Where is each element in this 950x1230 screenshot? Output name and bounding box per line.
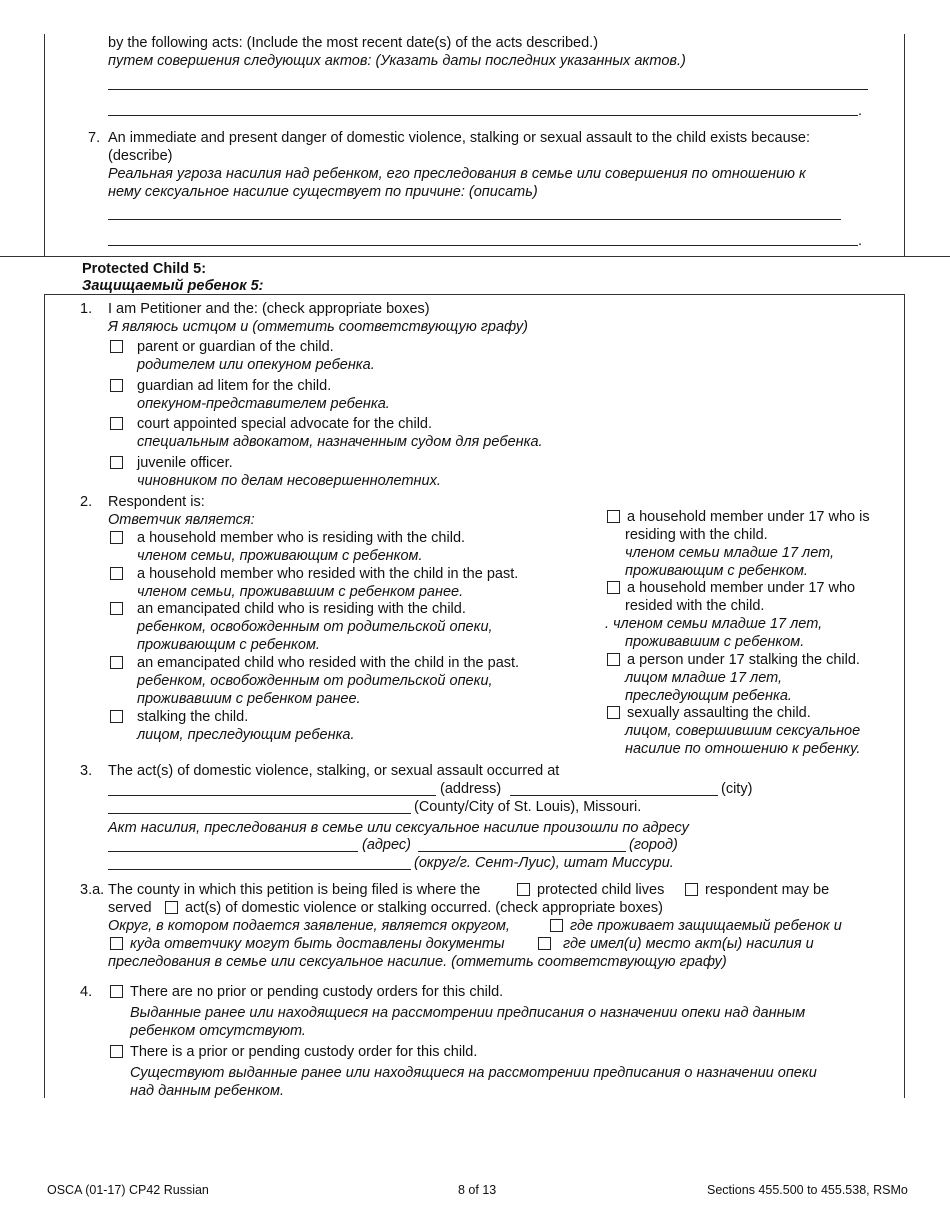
q4-pending-order-label-ru-2: над данным ребенком. <box>130 1083 284 1099</box>
q4-no-orders-label-ru: Выданные ранее или находящиеся на рассмотрении предписания о назначении опеки над данным <box>130 1005 806 1021</box>
footer-form-id: OSCA (01-17) CP42 Russian <box>47 1183 209 1197</box>
q3-address-label: (address) <box>440 781 502 797</box>
acts-instruction-ru: путем совершения следующих актов: (Указать даты последних указанных актов.) <box>108 53 686 69</box>
q4-pending-order-checkbox[interactable] <box>110 1045 123 1058</box>
q2-under17-resided-label: a household member under 17 who <box>627 580 856 596</box>
q2-emancipated-residing-checkbox[interactable] <box>110 602 123 615</box>
q2-household-resided-checkbox[interactable] <box>110 567 123 580</box>
q2-stalking-checkbox[interactable] <box>110 710 123 723</box>
q3-address-field[interactable] <box>108 795 436 796</box>
q3a-number: 3.a. <box>80 882 105 898</box>
q1-juvenile-officer-label: juvenile officer. <box>137 455 233 471</box>
q3a-acts-occurred-label-ru: где имел(и) место акт(ы) насилия и <box>563 936 814 952</box>
q2-number: 2. <box>80 494 93 510</box>
item7-text: An immediate and present danger of domestic violence, stalking or sexual assault to the child exists because: <box>108 130 811 146</box>
q3-county-field-ru[interactable] <box>108 869 411 870</box>
q3-text-ru: Акт насилия, преследования в семье или сексуальное насилие произошли по адресу <box>108 820 689 836</box>
q4-no-orders-checkbox[interactable] <box>110 985 123 998</box>
q2-emancipated-residing-label: an emancipated child who is residing with the child. <box>137 601 466 617</box>
q2-emancipated-resided-label-ru-2: проживавшим с ребенком ранее. <box>137 691 361 707</box>
q3-address-field-ru[interactable] <box>108 851 358 852</box>
q1-parent-label-ru: родителем или опекуном ребенка. <box>137 357 375 373</box>
q3-county-label: (County/City of St. Louis), Missouri. <box>414 799 642 815</box>
section-title: Protected Child 5: <box>82 261 207 277</box>
q3a-text: The county in which this petition is being filed is where the <box>108 882 481 898</box>
item7-answer-line-2[interactable] <box>108 245 858 246</box>
q4-no-orders-label-ru-2: ребенком отсутствуют. <box>130 1023 306 1039</box>
q3a-respondent-served-label: respondent may be <box>705 882 830 898</box>
q2-under17-resided-label-ru-2: проживавшим с ребенком. <box>625 634 805 650</box>
q2-under17-resided-checkbox[interactable] <box>607 581 620 594</box>
q2-under17-residing-label: a household member under 17 who is <box>627 509 870 525</box>
q2-under17-stalking-label-ru-2: преследующим ребенка. <box>625 688 792 704</box>
q2-under17-resided-label-2: resided with the child. <box>625 598 765 614</box>
q2-under17-residing-label-ru: членом семьи младше 17 лет, <box>625 545 835 561</box>
q2-text-ru: Ответчик является: <box>108 512 255 528</box>
q2-sexual-assault-label: sexually assaulting the child. <box>627 705 811 721</box>
q2-household-residing-label: a household member who is residing with the child. <box>137 530 466 546</box>
q3a-acts-occurred-checkbox[interactable] <box>165 901 178 914</box>
q3a-child-lives-checkbox-ru[interactable] <box>550 919 563 932</box>
acts-line-period: . <box>858 103 863 119</box>
q1-guardian-ad-litem-label: guardian ad litem for the child. <box>137 378 332 394</box>
q3-number: 3. <box>80 763 93 779</box>
section-divider-top <box>0 256 950 257</box>
q3a-respondent-served-checkbox-ru[interactable] <box>110 937 123 950</box>
left-border-upper <box>44 34 45 256</box>
q3a-respondent-served-label-ru: куда ответчику могут быть доставлены документы <box>130 936 505 952</box>
q2-sexual-assault-checkbox[interactable] <box>607 706 620 719</box>
q2-emancipated-resided-label-ru: ребенком, освобожденным от родительской опеки, <box>137 673 493 689</box>
q1-guardian-ad-litem-checkbox[interactable] <box>110 379 123 392</box>
q2-under17-stalking-checkbox[interactable] <box>607 653 620 666</box>
q3a-text-ru-3: преследования в семье или сексуальное насилие. (отметить соответствующую графу) <box>108 954 727 970</box>
item7-line-period: . <box>858 233 863 249</box>
q1-number: 1. <box>80 301 93 317</box>
q1-special-advocate-label: court appointed special advocate for the child. <box>137 416 433 432</box>
q3a-served-word: served <box>108 900 152 916</box>
q2-under17-residing-checkbox[interactable] <box>607 510 620 523</box>
q2-emancipated-residing-label-ru-2: проживающим с ребенком. <box>137 637 320 653</box>
q1-parent-checkbox[interactable] <box>110 340 123 353</box>
q3a-child-lives-label: protected child lives <box>537 882 665 898</box>
q1-guardian-ad-litem-label-ru: опекуном-представителем ребенка. <box>137 396 390 412</box>
q3-city-field[interactable] <box>510 795 718 796</box>
q2-emancipated-resided-label: an emancipated child who resided with the child in the past. <box>137 655 520 671</box>
q2-text: Respondent is: <box>108 494 205 510</box>
q2-under17-residing-label-ru-2: проживающим с ребенком. <box>625 563 808 579</box>
q2-sexual-assault-label-ru-2: насилие по отношению к ребенку. <box>625 741 861 757</box>
q3-address-label-ru: (адрес) <box>362 837 411 853</box>
q3a-text-ru: Округ, в котором подается заявление, является округом, <box>108 918 510 934</box>
q2-household-resided-label: a household member who resided with the child in the past. <box>137 566 519 582</box>
right-border-lower <box>904 294 905 1098</box>
q3-county-label-ru: (округ/г. Сент-Луис), штат Миссури. <box>414 855 674 871</box>
q2-emancipated-residing-label-ru: ребенком, освобожденным от родительской опеки, <box>137 619 493 635</box>
acts-answer-line-1[interactable] <box>108 89 868 90</box>
item7-text-ru: Реальная угроза насилия над ребенком, его преследования в семье или совершения по отношению к <box>108 166 806 182</box>
q2-emancipated-resided-checkbox[interactable] <box>110 656 123 669</box>
footer-page-number: 8 of 13 <box>458 1183 497 1197</box>
q2-under17-resided-label-ru: . членом семьи младше 17 лет, <box>605 616 823 632</box>
q3-city-label: (city) <box>721 781 753 797</box>
item7-text-ru-2: нему сексуальное насилие существует по причине: (описать) <box>108 184 538 200</box>
q4-pending-order-label: There is a prior or pending custody order for this child. <box>130 1044 478 1060</box>
section-title-ru: Защищаемый ребенок 5: <box>82 278 264 294</box>
q1-text: I am Petitioner and the: (check appropriate boxes) <box>108 301 430 317</box>
footer-sections: Sections 455.500 to 455.538, RSMo <box>707 1183 908 1197</box>
right-border-upper <box>904 34 905 256</box>
q2-household-resided-label-ru: членом семьи, проживавшим с ребенком ранее. <box>137 584 464 600</box>
q3-text: The act(s) of domestic violence, stalking, or sexual assault occurred at <box>108 763 560 779</box>
q3a-respondent-served-checkbox[interactable] <box>685 883 698 896</box>
item7-number: 7. <box>88 130 101 146</box>
q1-special-advocate-label-ru: специальным адвокатом, назначенным судом для ребенка. <box>137 434 543 450</box>
q3-county-field[interactable] <box>108 813 411 814</box>
acts-answer-line-2[interactable] <box>108 115 858 116</box>
q3a-acts-occurred-label: act(s) of domestic violence or stalking occurred. (check appropriate boxes) <box>185 900 663 916</box>
q2-sexual-assault-label-ru: лицом, совершившим сексуальное <box>625 723 861 739</box>
q3a-child-lives-checkbox[interactable] <box>517 883 530 896</box>
q4-no-orders-label: There are no prior or pending custody orders for this child. <box>130 984 504 1000</box>
acts-instruction: by the following acts: (Include the most recent date(s) of the acts described.) <box>108 35 599 51</box>
q1-special-advocate-checkbox[interactable] <box>110 417 123 430</box>
q2-stalking-label-ru: лицом, преследующим ребенка. <box>137 727 355 743</box>
q2-household-residing-checkbox[interactable] <box>110 531 123 544</box>
q2-under17-stalking-label: a person under 17 stalking the child. <box>627 652 860 668</box>
q2-under17-stalking-label-ru: лицом младше 17 лет, <box>625 670 783 686</box>
q4-pending-order-label-ru: Существуют выданные ранее или находящиеся на рассмотрении предписания о назначении опеки <box>130 1065 817 1081</box>
q2-stalking-label: stalking the child. <box>137 709 249 725</box>
q2-household-residing-label-ru: членом семьи, проживающим с ребенком. <box>137 548 423 564</box>
q2-under17-residing-label-2: residing with the child. <box>625 527 768 543</box>
q1-parent-label: parent or guardian of the child. <box>137 339 334 355</box>
q3-city-field-ru[interactable] <box>418 851 626 852</box>
q4-number: 4. <box>80 984 93 1000</box>
item7-text-2: (describe) <box>108 148 173 164</box>
q1-juvenile-officer-checkbox[interactable] <box>110 456 123 469</box>
q3-city-label-ru: (город) <box>629 837 678 853</box>
left-border-lower <box>44 294 45 1098</box>
item7-answer-line-1[interactable] <box>108 219 841 220</box>
q3a-child-lives-label-ru: где проживает защищаемый ребенок и <box>570 918 842 934</box>
q1-juvenile-officer-label-ru: чиновником по делам несовершеннолетних. <box>137 473 441 489</box>
q1-text-ru: Я являюсь истцом и (отметить соответствующую графу) <box>108 319 528 335</box>
q3a-acts-occurred-checkbox-ru[interactable] <box>538 937 551 950</box>
